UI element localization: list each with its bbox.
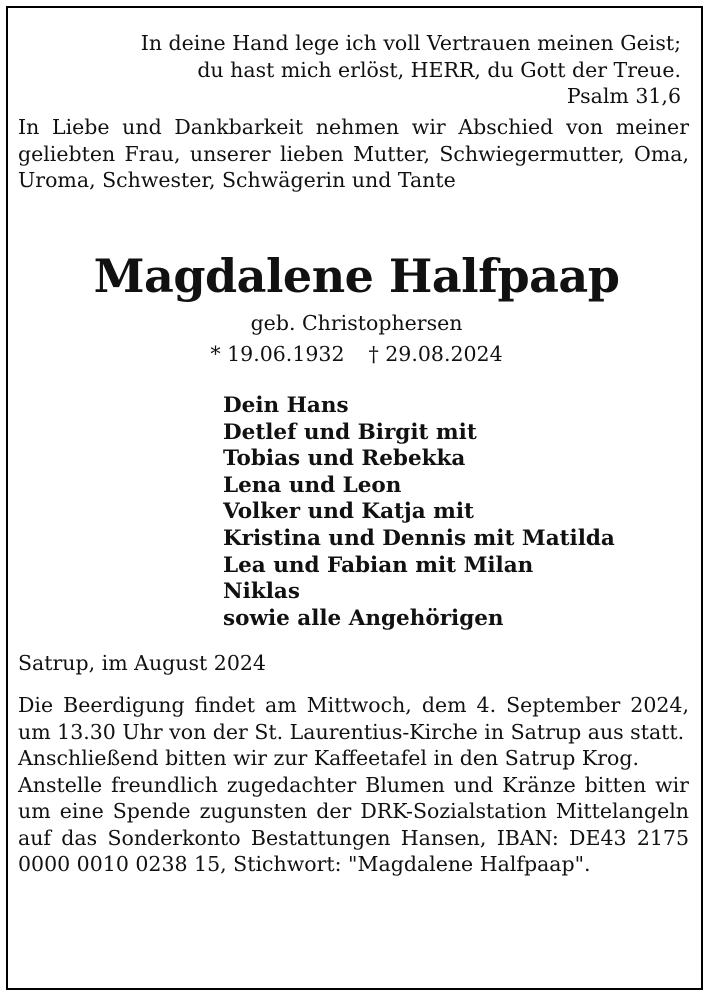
intro-text: In Liebe und Dankbarkeit nehmen wir Abschied von meiner geliebten Frau, unserer lieben Mutter, Schwiegermutter, Oma, Uroma, Schwester, Schwägerin und Tante	[18, 115, 689, 192]
life-dates	[0, 341, 713, 368]
psalm-quote	[141, 30, 681, 110]
funeral-donation: Anstelle freundlich zugedachter Blumen und Kränze bitten wir um eine Spende zugunsten der DRK-Sozialstation Mittelangeln auf das Sonderkonto Bestattungen Hansen, IBAN: DE43 2175 0000 0010 0238 15, Stichwort: "Magdalene Halfpaap".	[18, 772, 689, 876]
mourner-line: Volker und Katja mit	[223, 499, 474, 525]
mourner-line: Lena und Leon	[223, 472, 402, 498]
funeral-reception: Anschließend bitten wir zur Kaffeetafel in den Satrup Krog.	[18, 746, 639, 770]
funeral-service: Die Beerdigung findet am Mittwoch, dem 4. September 2024, um 13.30 Uhr von der St. Laurentius-Kirche in Satrup aus statt.	[18, 693, 689, 744]
death-date: † 29.08.2024	[368, 342, 503, 366]
psalm-line: In deine Hand lege ich voll Vertrauen meinen Geist;	[140, 31, 681, 55]
mourner-line: Kristina und Dennis mit Matilda	[223, 525, 615, 551]
birth-name: geb. Christophersen	[250, 311, 463, 335]
mourner-line: Tobias und Rebekka	[223, 446, 466, 472]
place-date: Satrup, im August 2024	[18, 651, 266, 675]
funeral-info	[18, 692, 689, 878]
psalm-line: du hast mich erlöst, HERR, du Gott der Treue.	[197, 57, 681, 82]
mourner-line: Detlef und Birgit mit	[223, 419, 477, 445]
mourner-line: Niklas	[223, 579, 300, 605]
psalm-reference: Psalm 31,6	[566, 84, 681, 108]
mourner-line: Lea und Fabian mit Milan	[223, 552, 534, 578]
mourner-line: sowie alle Angehörigen	[223, 605, 504, 631]
mourners-list	[223, 393, 615, 632]
mourner-line: Dein Hans	[223, 393, 349, 418]
deceased-name: Magdalene Halfpaap	[93, 249, 620, 303]
birth-date: * 19.06.1932	[210, 342, 345, 366]
